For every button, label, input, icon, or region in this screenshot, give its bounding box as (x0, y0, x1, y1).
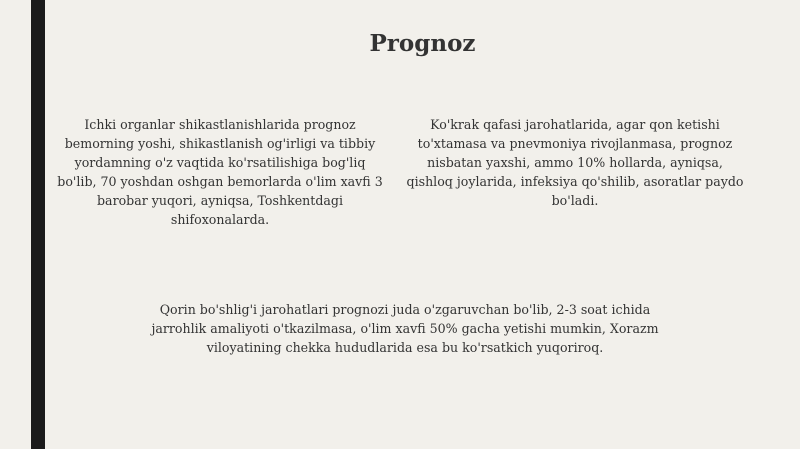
paragraph-abdominal-injuries: Qorin bo'shlig'i jarohatlari prognozi juda o'zgaruvchan bo'lib, 2-3 soat ichida jarrohlik amaliyoti o'tkazilmasa, o'lim xavfi 50% gacha yetishi mumkin, Xorazm viloyatining chekka hududlarida esa bu ko'rsatkich yuqoriroq. (151, 302, 659, 355)
slide-title: Prognoz (369, 30, 476, 57)
accent-bar (31, 0, 45, 449)
paragraph-chest-injuries: Ko'krak qafasi jarohatlarida, agar qon ketishi to'xtamasa va pnevmoniya rivojlanmasa, prognoz nisbatan yaxshi, ammo 10% hollarda, ayniqsa, qishloq joylarida, infeksiya qo'shilib, asoratlar paydo bo'ladi. (406, 117, 744, 208)
paragraph-internal-organs: Ichki organlar shikastlanishlarida prognoz bemorning yoshi, shikastlanish og'irligi va tibbiy yordamning o'z vaqtida ko'rsatilishiga bog'liq bo'lib, 70 yoshdan oshgan bemorlarda o'lim xavfi 3 barobar yuqori, ayniqsa, Toshkentdagi shifoxonalarda. (57, 117, 383, 227)
